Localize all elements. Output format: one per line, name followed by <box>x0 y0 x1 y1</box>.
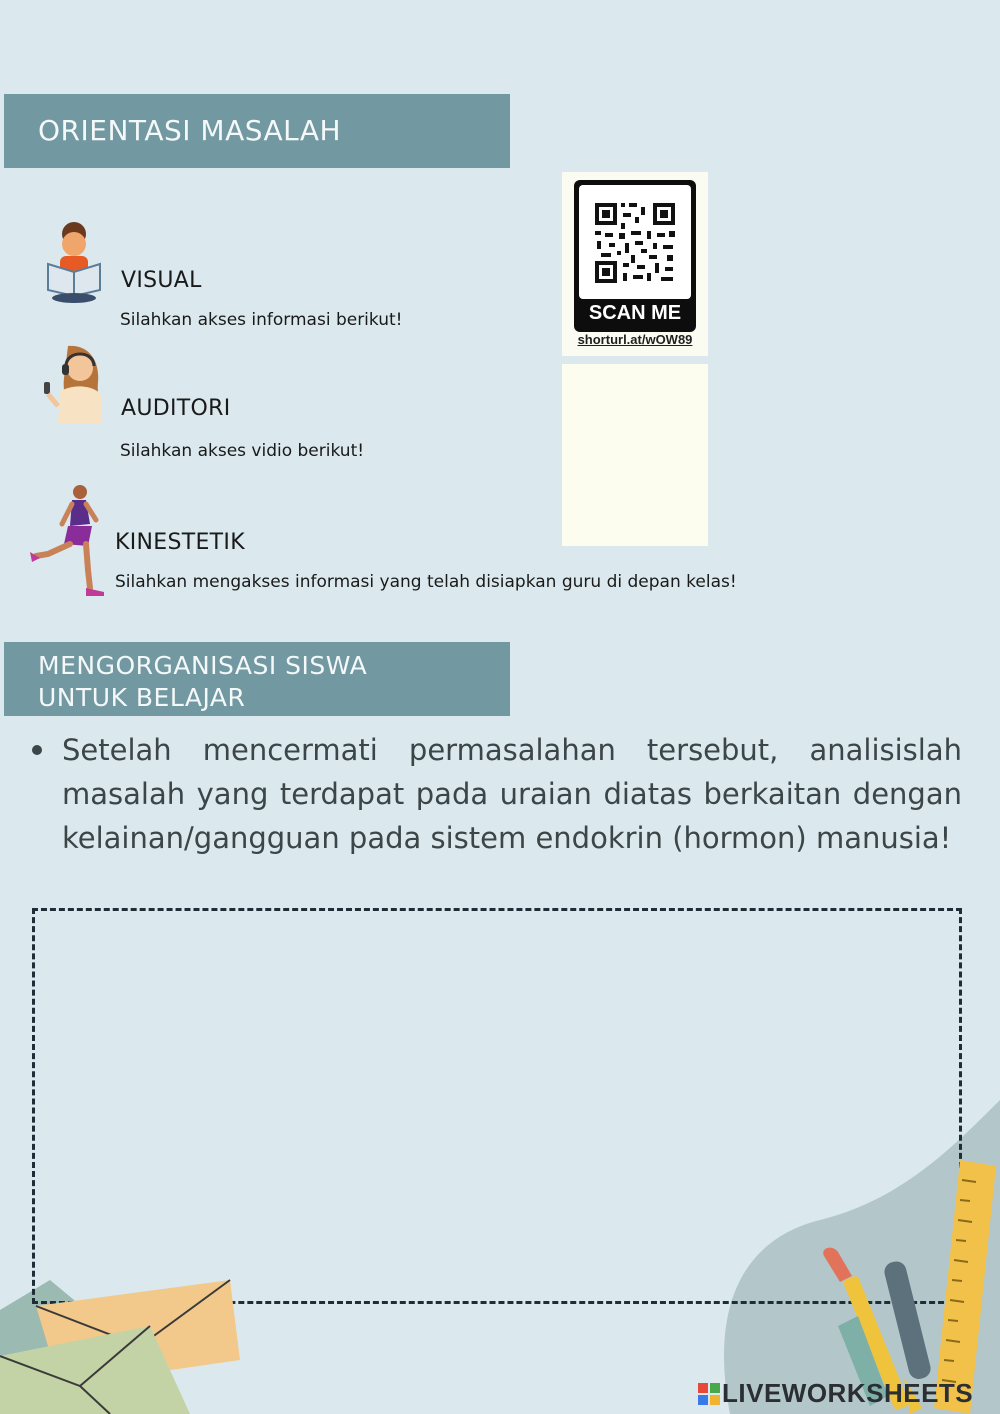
answer-box[interactable] <box>32 908 962 1304</box>
liveworksheets-logo-icon <box>698 1383 720 1405</box>
qr-code-box[interactable] <box>562 172 708 356</box>
visual-label: VISUAL <box>121 268 202 293</box>
section-title-mengorganisasi <box>4 642 510 716</box>
ruler-icon <box>930 1160 1000 1414</box>
liveworksheets-brand: LIVEWORKSHEETS <box>722 1378 974 1408</box>
running-man-icon <box>30 484 110 600</box>
visual-desc: Silahkan akses informasi berikut! <box>120 310 403 330</box>
kinestetik-label: KINESTETIK <box>115 530 245 555</box>
qr-frame <box>574 180 696 332</box>
headphones-girl-icon <box>40 342 110 426</box>
envelope-icon <box>0 1276 250 1414</box>
auditori-label: AUDITORI <box>121 396 231 421</box>
scan-me-label: SCAN ME <box>588 302 682 324</box>
section-title-orientasi: ORIENTASI MASALAH <box>4 94 510 168</box>
task-instruction: Setelah mencermati permasalahan tersebut, analisislah masalah yang terdapat pada uraian diatas berkaitan dengan kelainan/gangguan pada sistem endokrin (hormon) manusia! <box>62 733 962 855</box>
bullet-dot <box>32 745 42 755</box>
short-url-link[interactable]: shorturl.at/wOW89 <box>577 332 693 347</box>
video-placeholder[interactable] <box>562 364 708 546</box>
auditori-desc: Silahkan akses vidio berikut! <box>120 441 365 461</box>
section-title-line1: MENGORGANISASI SISWA <box>38 651 368 680</box>
qr-code-icon <box>579 185 691 299</box>
kinestetik-desc: Silahkan mengakses informasi yang telah disiapkan guru di depan kelas! <box>115 572 737 592</box>
section-title-line2: UNTUK BELAJAR <box>38 683 246 712</box>
reading-child-icon <box>46 220 102 304</box>
